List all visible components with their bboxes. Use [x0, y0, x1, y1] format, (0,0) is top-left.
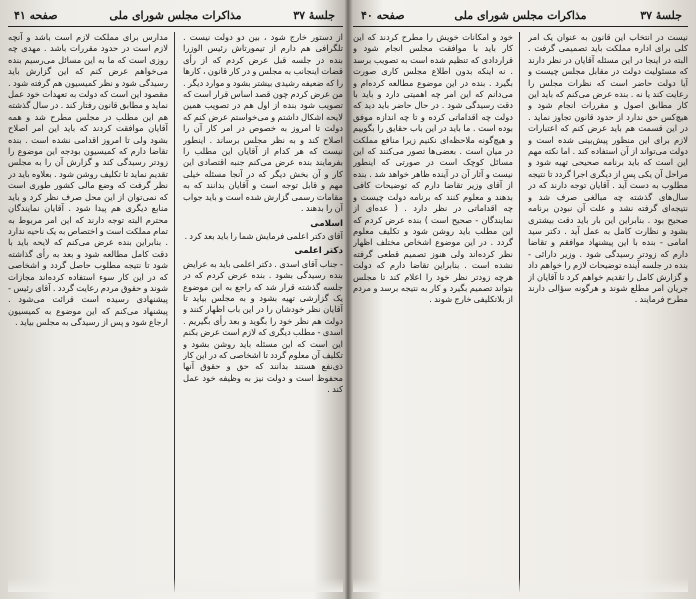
speaker-name-1: اسلامی	[310, 218, 343, 229]
right-page	[353, 6, 688, 596]
left-page-number: صفحه ۴۱	[14, 9, 58, 22]
left-page-paragraph-3: - جناب آقای اسدی . دکتر اعلمی باید به عرایض بنده رسیدگی بشود . بنده عرض کردم که در جلسه گذشته قرار شد که راجع به این موضوع یک گزارشی تهیه بشود و به مجلس بیاید تا آقایان نظر خودشان را در این باب اظهار کنند و دولت هم نظر خود را بگوید و بعد رأی بگیریم . اسدی - مطلب دیگری که لازم است عرض بکنم این است که این مسئله باید روشن بشود و تکلیف آن معلوم گردد تا اشخاصی که در این کار ذی‌نفع هستند بدانند که حق و حقوق آنها محفوظ است و دولت نیز به وظیفه خود عمل کند .	[183, 258, 343, 395]
left-page-columns	[8, 32, 343, 592]
right-page-running-title: مذاکرات مجلس شورای ملی	[454, 9, 587, 22]
right-page-session-label: جلسهٔ ۳۷	[640, 9, 682, 22]
left-page-left-column	[8, 32, 168, 592]
left-page-running-title: مذاکرات مجلس شورای ملی	[109, 9, 242, 22]
right-page-paragraph-1: نیست در انتخاب این قانون به عنوان یک امر کلی برای اداره مملکت باید تصمیمی گرفت . البته در اینجا در این مسئله آقایان در نظر دارند که مسئولیت دولت در مقابل مجلس چیست و آیا دولت حاضر است که نظرات مجلس را رعایت کند یا نه . بنده عرض می‌کنم که باید این کار مطابق اصول و مقررات انجام شود و هیچ‌کس حق ندارد از حدود قانون تجاوز نماید . در این قسمت هم باید عرض کنم که اعتبارات لازم برای این منظور پیش‌بینی شده است و دولت می‌تواند از آن استفاده کند . اما نکته مهم این است که باید برنامه صحیحی تهیه شود و مراحل آن یکی پس از دیگری اجرا گردد تا نتیجه مطلوب به دست آید . آقایان توجه دارند که در سال‌های گذشته چه مبالغی صرف شد و نتیجه‌ای گرفته نشد و علت آن نبودن برنامه صحیح بود . بنابراین این بار باید دقت بیشتری بشود و نظارت کامل به عمل آید . دکتر سید امامی - بنده با این پیشنهاد موافقم و تقاضا دارم که زودتر رسیدگی شود . وزیر دارائی - بنده در جلسه آینده توضیحات لازم را خواهم داد و گزارش کامل را تقدیم خواهم کرد تا آقایان از جریان امر مطلع شوند و هرگونه سؤالی دارند مطرح فرمایند .	[528, 32, 688, 305]
left-page-bottom-shade	[8, 578, 343, 592]
left-page-session-label: جلسهٔ ۳۷	[293, 9, 335, 22]
right-page-right-column	[528, 32, 688, 592]
left-page-paragraph-2: آقای دکتر اعلمی فرمایش شما را باید بعد کرد .	[184, 230, 343, 241]
right-page-columns	[353, 32, 688, 592]
right-page-number: صفحه ۴۰	[361, 9, 405, 22]
right-page-paragraph-2: خود و امکانات خویش را مطرح کردند که این کار باید با موافقت مجلس انجام شود و قراردادی که تنظیم شده است به تصویب برسد . نه اینکه بدون اطلاع مجلس کاری صورت بگیرد . بنده در این موضوع مطالعه کرده‌ام و می‌دانم که این امر چه اهمیتی دارد و باید با دقت رسیدگی شود . در حال حاضر باید دید که دولت چه اقداماتی کرده و تا چه اندازه موفق بوده است . ما باید در این باب حقایق را بگوییم و هیچ‌گونه ملاحظه‌ای نکنیم زیرا منافع مملکت در میان است . بعضی‌ها تصور می‌کنند که این مسائل کوچک است در صورتی که اینطور نیست و آثار آن در آینده ظاهر خواهد شد . بنده از آقای وزیر تقاضا دارم که توضیحات کافی بدهند و معلوم کنند که برنامه دولت چیست و چه اقداماتی در نظر دارد . ( عده‌ای از نمایندگان - صحیح است ) بنده عرض کردم که این مطلب باید روشن شود و تکلیف معلوم گردد . در این موضوع اشخاص مختلف اظهار نظر کرده‌اند ولی هنوز تصمیم قطعی گرفته نشده است . بنابراین تقاضا دارم که دولت هرچه زودتر نظر خود را اعلام کند تا مجلس بتواند تصمیم بگیرد و کار به نتیجه برسد و مردم از بلاتکلیفی خارج شوند .	[353, 32, 513, 305]
left-page-right-column	[183, 32, 343, 592]
left-page-header	[8, 6, 343, 27]
right-page-left-column	[353, 32, 513, 592]
right-page-column-rule	[519, 32, 520, 592]
left-page-column-rule	[174, 32, 175, 592]
speaker-name-2: دکتر اعلمی	[294, 246, 343, 257]
right-page-header	[353, 6, 688, 27]
left-page	[8, 6, 343, 596]
left-page-paragraph-4: مدارس برای مملکت لازم است باشد و آنچه لازم است در حدود مقررات باشد . مهدی چه روزی است که ما به این مسائل می‌رسیم بنده می‌خواهم عرض کنم که این گزارش باید رسیدگی شود و نظر کمیسیون هم گرفته شود . مقصود این است که دولت به تعهدات خود عمل نماید و مطابق قانون رفتار کند . در سال گذشته هم این مطلب در مجلس مطرح شد و همه آقایان موافقت کردند که باید این امر اصلاح بشود ولی تا امروز اقدامی نشده است . بنده تقاضا دارم که کمیسیون بودجه این موضوع را زودتر رسیدگی کند و گزارش آن را به مجلس تقدیم نماید تا تکلیف روشن شود . بعلاوه باید در نظر گرفت که وضع مالی کشور طوری است که نمی‌توان از این محل صرف نظر کرد و باید منابع دیگری هم پیدا شود . آقایان نمایندگان محترم البته توجه دارند که این امر مربوط به تمام مملکت است و اختصاص به یک ناحیه ندارد . بنابراین بنده عرض می‌کنم که لایحه باید با دقت کامل مطالعه شود و بعد به رأی گذاشته شود تا نتیجه مطلوب حاصل گردد و اشخاصی که در این کار سوء استفاده کرده‌اند مجازات شوند و حقوق مردم رعایت گردد . آقای رئیس - پیشنهادی رسیده است قرائت می‌شود . پیشنهاد می‌کنم که این موضوع به کمیسیون ارجاع شود و پس از رسیدگی به مجلس بیاید .	[8, 32, 168, 328]
right-page-bottom-shade	[353, 578, 688, 592]
left-page-paragraph-1: از دستور خارج شود ، بین دو دولت نیست . تلگرافی هم دارم از تیمورتاش رئیس الوزرا بنده در جلسه قبل عرض کردم که از رأی قضات اینجانب به مجلس و در کار قانون ، کارها را که ضعیفه رشیدی بیشتر بشود و موارد دیگر . من عرض کردم چون قصد اساس قرار است که تصویب شود بنده از اول هم در تصویب همین لایحه اشکال داشتم و می‌خواستم عرض کنم که دولت تا امروز به خصوص در امر کار آن را اصلاح کند و به نظر مجلس برساند . اینطور نیست که هر کدام از آقایان این مطلب را بفرمایند بنده عرض می‌کنم جنبه اقتصادی این کار و آن بخش دیگر که در آنجا مسئله خیلی مهم و قابل توجه است و آقایان بدانند که به مقامات رسمی گزارش شده است و باید جواب آن را بدهند .	[183, 32, 343, 214]
